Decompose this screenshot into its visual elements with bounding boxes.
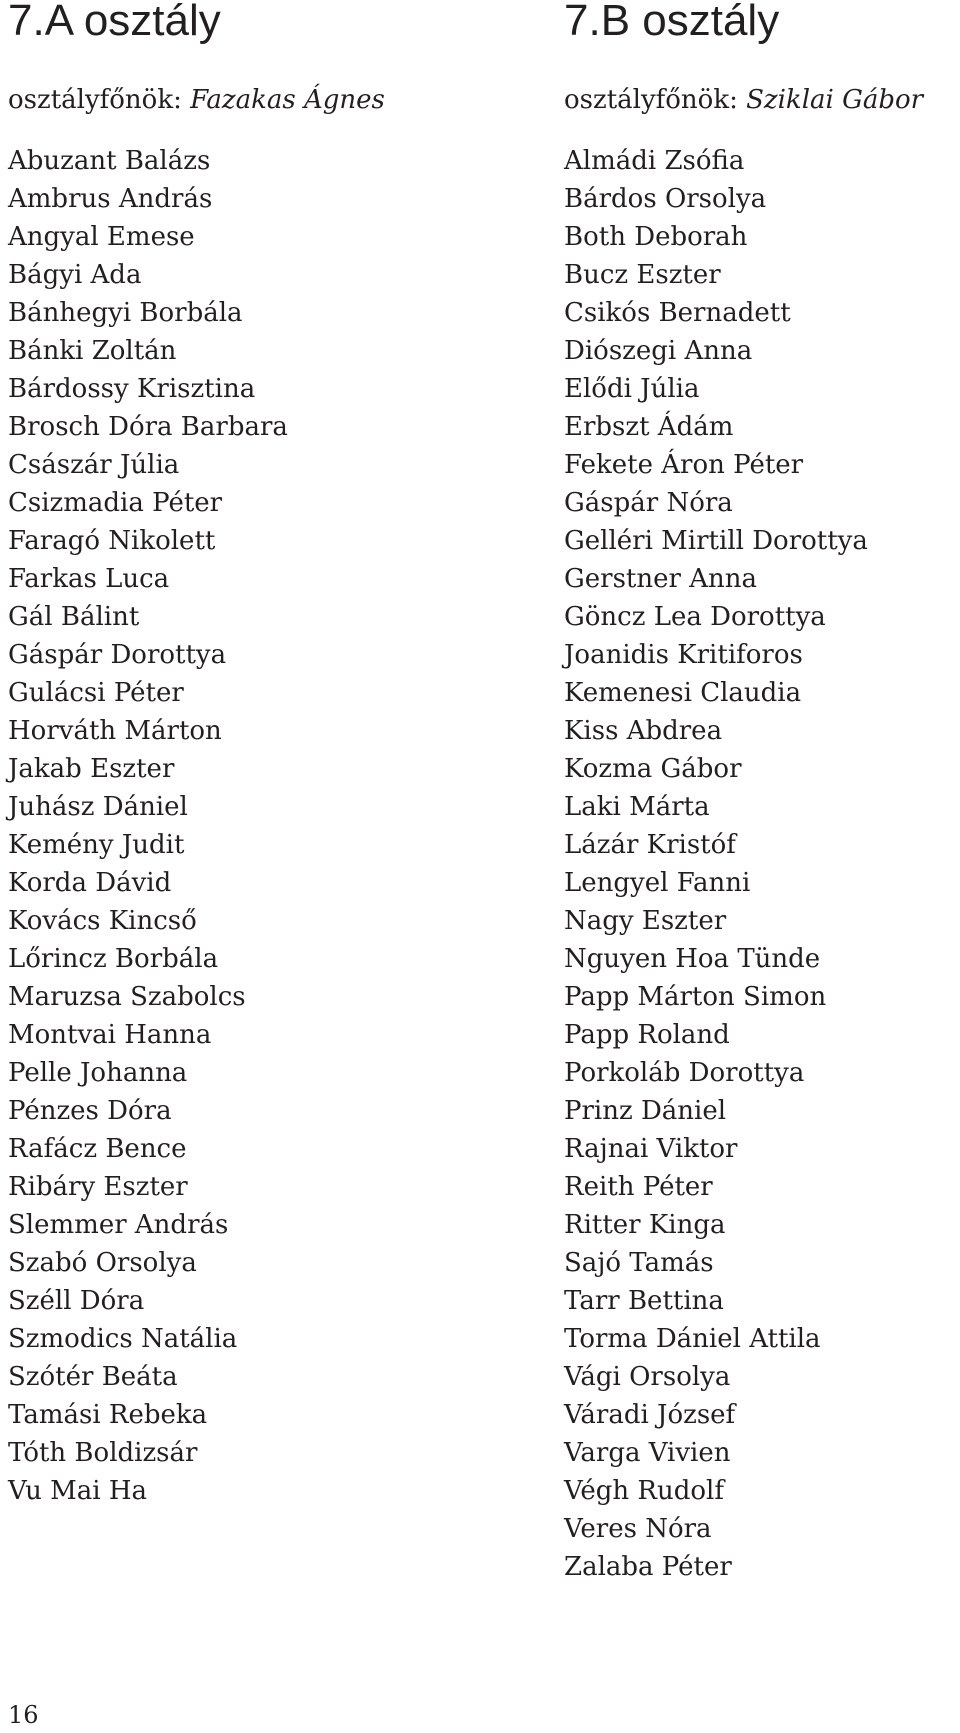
student-name: Prinz Dániel xyxy=(564,1096,727,1126)
student-name: Brosch Dóra Barbara xyxy=(8,412,288,442)
student-name: Váradi József xyxy=(564,1400,736,1430)
student-name: Végh Rudolf xyxy=(564,1476,724,1506)
student-name: Torma Dániel Attila xyxy=(564,1324,821,1354)
student-name: Nagy Eszter xyxy=(564,906,727,936)
student-name: Kozma Gábor xyxy=(564,754,742,784)
class-a-student-list xyxy=(8,142,288,1510)
student-name: Széll Dóra xyxy=(8,1286,145,1316)
student-name: Kovács Kincső xyxy=(8,906,197,936)
student-name: Horváth Márton xyxy=(8,716,222,746)
student-name: Montvai Hanna xyxy=(8,1020,212,1050)
student-name: Rafácz Bence xyxy=(8,1134,187,1164)
student-name: Ribáry Eszter xyxy=(8,1172,188,1202)
student-name: Tamási Rebeka xyxy=(8,1400,208,1430)
student-name: Varga Vivien xyxy=(564,1438,731,1468)
student-name: Pelle Johanna xyxy=(8,1058,188,1088)
student-name: Papp Roland xyxy=(564,1020,730,1050)
student-name: Almádi Zsófia xyxy=(564,146,745,176)
student-name: Szótér Beáta xyxy=(8,1362,178,1392)
student-name: Ambrus András xyxy=(8,184,213,214)
student-name: Csikós Bernadett xyxy=(564,298,791,328)
student-name: Bárdossy Krisztina xyxy=(8,374,256,404)
student-name: Vu Mai Ha xyxy=(8,1476,148,1506)
student-name: Vági Orsolya xyxy=(564,1362,731,1392)
student-name: Nguyen Hoa Tünde xyxy=(564,944,821,974)
student-name: Papp Márton Simon xyxy=(564,982,827,1012)
class-b-teacher-name: Sziklai Gábor xyxy=(746,85,924,115)
student-name: Lengyel Fanni xyxy=(564,868,751,898)
student-name: Veres Nóra xyxy=(564,1514,712,1544)
student-name: Szmodics Natália xyxy=(8,1324,238,1354)
student-name: Kemenesi Claudia xyxy=(564,678,802,708)
student-name: Laki Márta xyxy=(564,792,710,822)
student-name: Rajnai Viktor xyxy=(564,1134,738,1164)
student-name: Gulácsi Péter xyxy=(8,678,184,708)
student-name: Erbszt Ádám xyxy=(564,412,734,442)
student-name: Sajó Tamás xyxy=(564,1248,714,1278)
student-name: Jakab Eszter xyxy=(8,754,175,784)
student-name: Joanidis Kritiforos xyxy=(564,640,803,670)
student-name: Ritter Kinga xyxy=(564,1210,726,1240)
class-a-teacher-name: Fazakas Ágnes xyxy=(190,85,385,115)
class-a-teacher-label: osztályfőnök: xyxy=(8,85,182,115)
student-name: Zalaba Péter xyxy=(564,1552,732,1582)
student-name: Reith Péter xyxy=(564,1172,713,1202)
student-name: Farkas Luca xyxy=(8,564,170,594)
student-name: Gál Bálint xyxy=(8,602,140,632)
student-name: Bágyi Ada xyxy=(8,260,142,290)
student-name: Juhász Dániel xyxy=(8,792,188,822)
student-name: Gelléri Mirtill Dorottya xyxy=(564,526,868,556)
student-name: Gáspár Dorottya xyxy=(8,640,227,670)
student-name: Göncz Lea Dorottya xyxy=(564,602,826,632)
student-name: Both Deborah xyxy=(564,222,748,252)
student-name: Elődi Júlia xyxy=(564,374,700,404)
student-name: Tarr Bettina xyxy=(564,1286,724,1316)
student-name: Csizmadia Péter xyxy=(8,488,223,518)
student-name: Bárdos Orsolya xyxy=(564,184,767,214)
page-number: 16 xyxy=(8,1701,39,1729)
student-name: Bánhegyi Borbála xyxy=(8,298,243,328)
student-name: Faragó Nikolett xyxy=(8,526,216,556)
student-name: Kemény Judit xyxy=(8,830,185,860)
student-name: Maruzsa Szabolcs xyxy=(8,982,246,1012)
class-b-student-list xyxy=(564,142,868,1586)
student-name: Pénzes Dóra xyxy=(8,1096,172,1126)
student-name: Fekete Áron Péter xyxy=(564,450,804,480)
class-b-teacher-line xyxy=(564,82,923,118)
student-name: Slemmer András xyxy=(8,1210,229,1240)
class-a-title: 7.A osztály xyxy=(8,0,221,45)
student-name: Korda Dávid xyxy=(8,868,172,898)
class-a-teacher-line xyxy=(8,82,385,118)
student-name: Gerstner Anna xyxy=(564,564,757,594)
class-b-title: 7.B osztály xyxy=(564,0,780,45)
class-b-teacher-label: osztályfőnök: xyxy=(564,85,738,115)
student-name: Bánki Zoltán xyxy=(8,336,177,366)
student-name: Porkoláb Dorottya xyxy=(564,1058,805,1088)
student-name: Bucz Eszter xyxy=(564,260,721,290)
student-name: Diószegi Anna xyxy=(564,336,753,366)
student-name: Angyal Emese xyxy=(8,222,195,252)
student-name: Lázár Kristóf xyxy=(564,830,736,860)
student-name: Tóth Boldizsár xyxy=(8,1438,198,1468)
student-name: Gáspár Nóra xyxy=(564,488,733,518)
student-name: Abuzant Balázs xyxy=(8,146,211,176)
student-name: Császár Júlia xyxy=(8,450,180,480)
student-name: Kiss Abdrea xyxy=(564,716,723,746)
student-name: Lőrincz Borbála xyxy=(8,944,219,974)
student-name: Szabó Orsolya xyxy=(8,1248,197,1278)
